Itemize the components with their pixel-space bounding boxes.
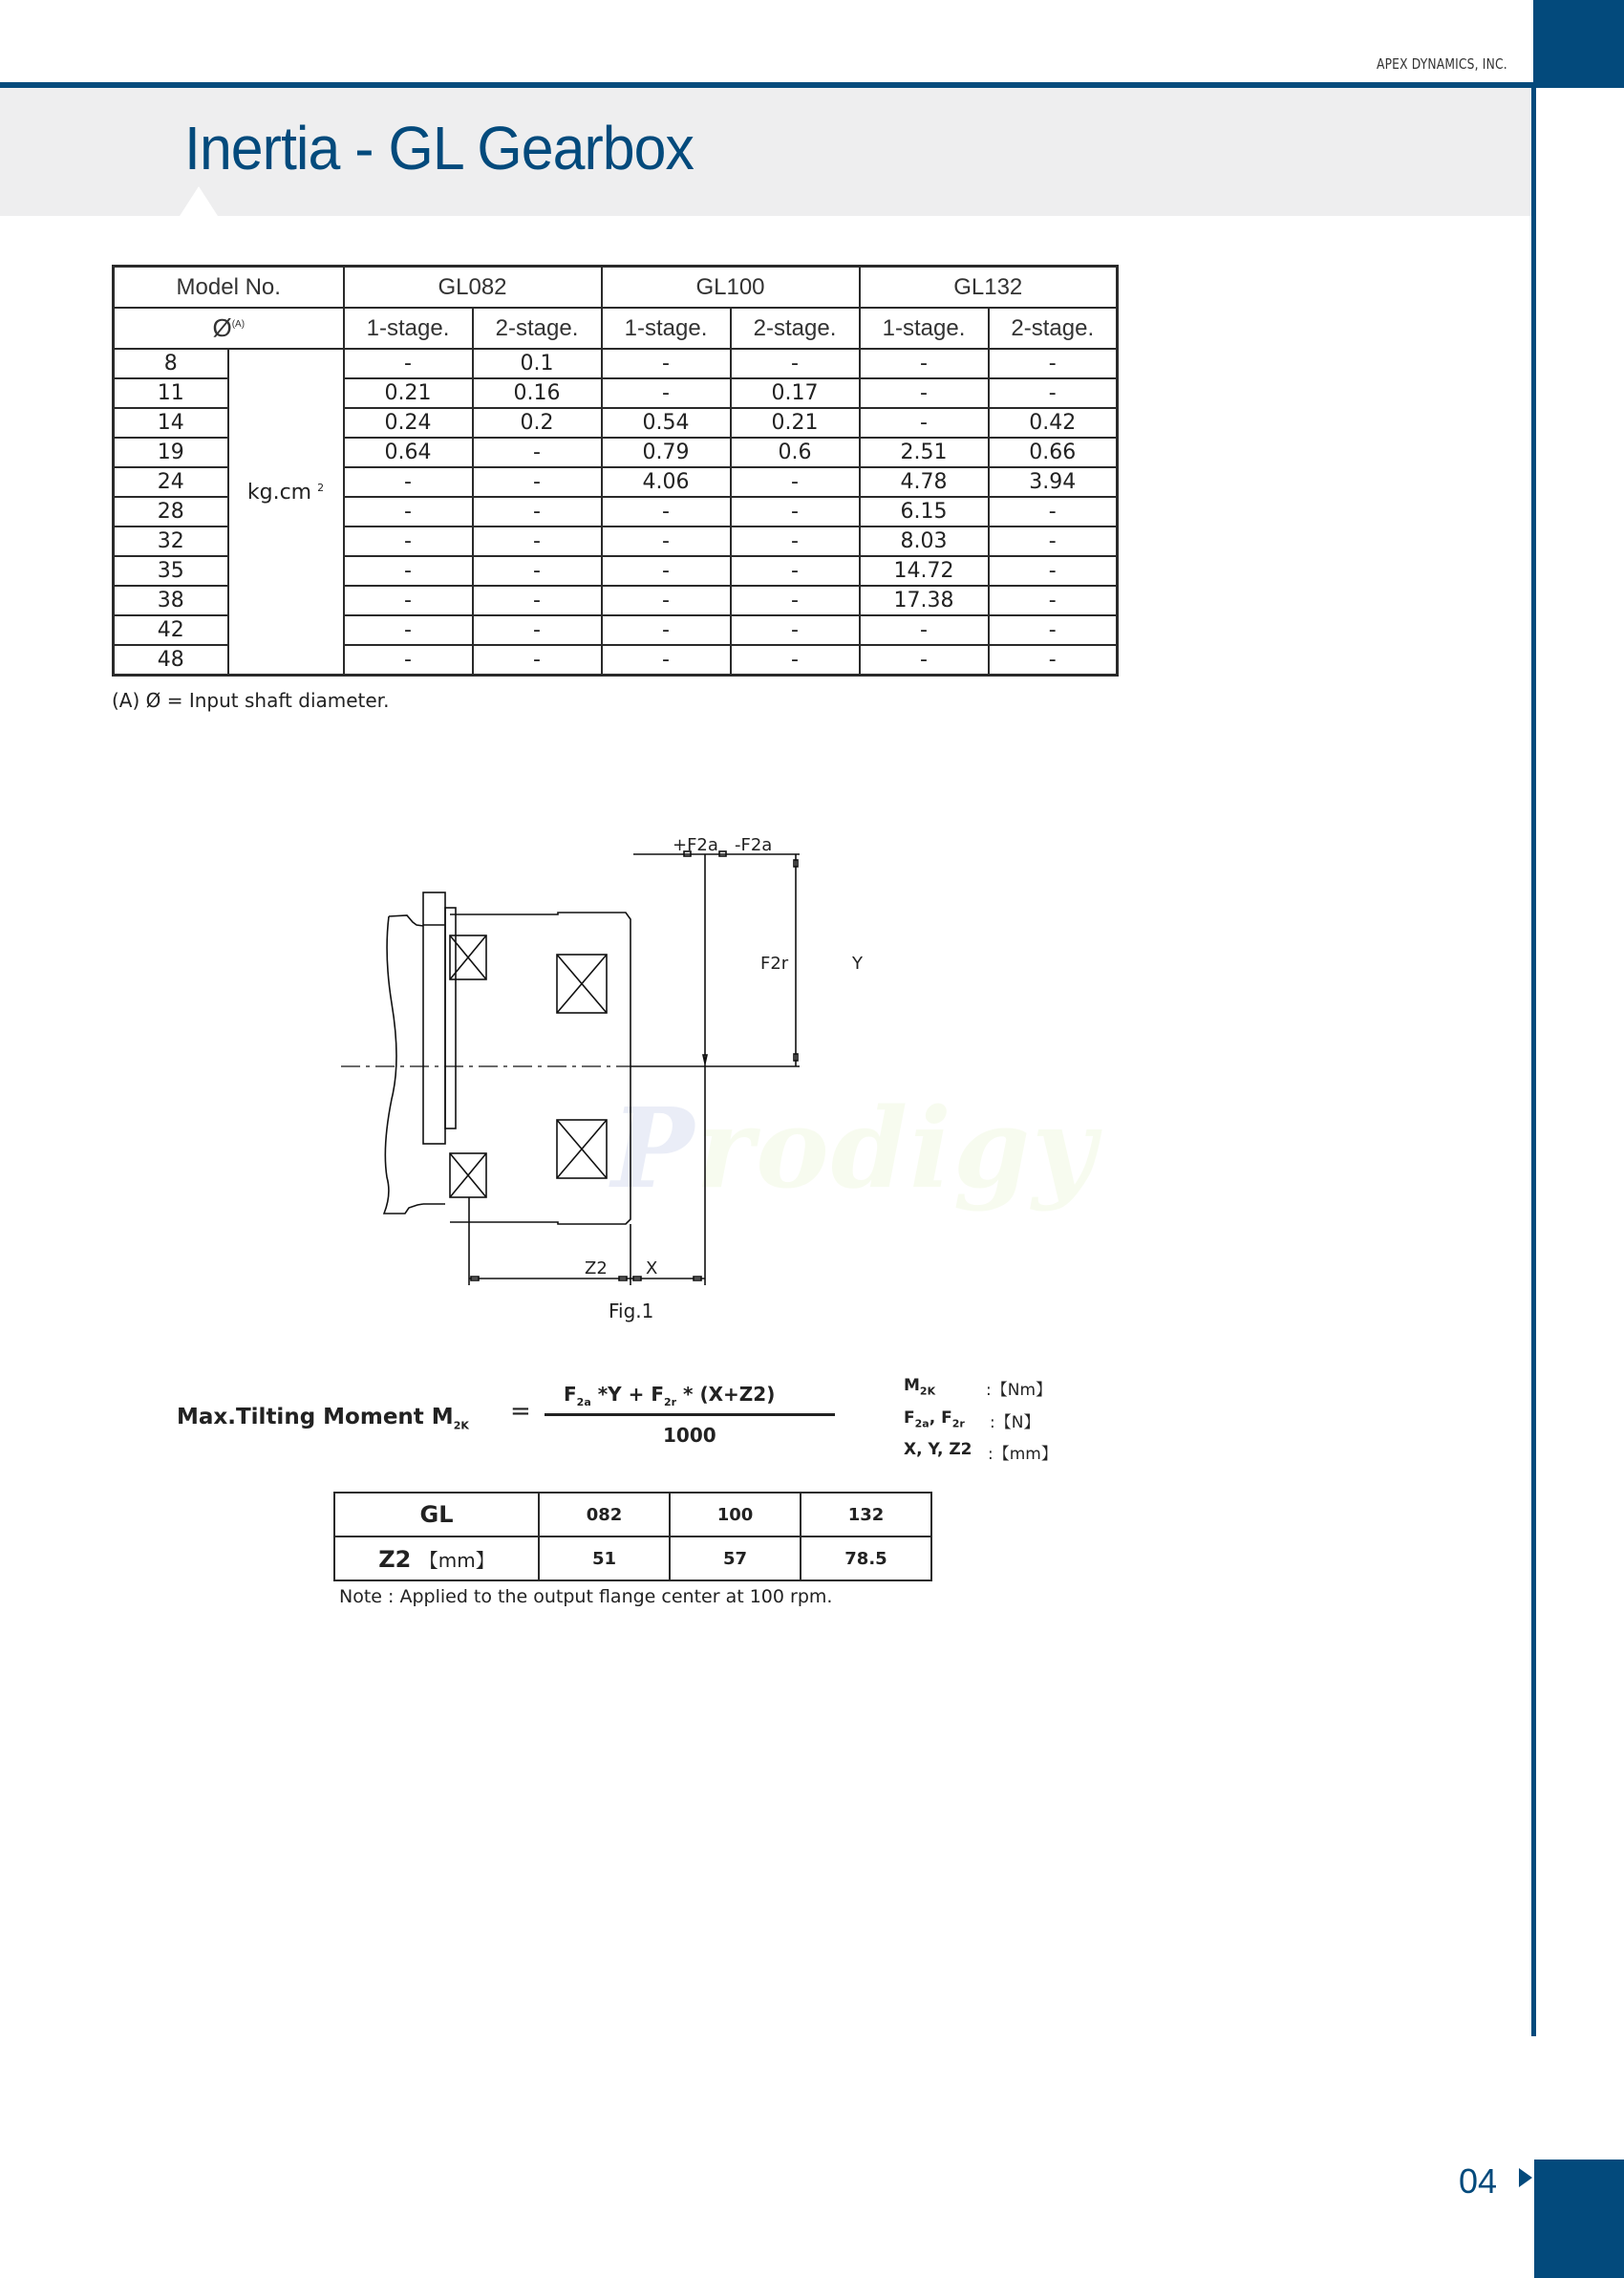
diameter-header bbox=[114, 308, 344, 349]
stage-header: 2-stage. bbox=[989, 308, 1118, 349]
z2-value-row bbox=[334, 1537, 931, 1580]
shaft-diameter: 24 bbox=[114, 467, 228, 497]
inertia-value: - bbox=[602, 586, 731, 615]
z2-table bbox=[333, 1492, 932, 1581]
figure-caption: Fig.1 bbox=[609, 1300, 654, 1322]
inertia-table bbox=[112, 265, 1119, 677]
formula-label: Max.Tilting Moment $M_{2K}$ bbox=[177, 1405, 469, 1432]
inertia-value: - bbox=[473, 527, 602, 556]
inertia-value: - bbox=[473, 586, 602, 615]
inertia-value: - bbox=[473, 467, 602, 497]
shaft-diameter: 42 bbox=[114, 615, 228, 645]
model-header-gl082: GL082 bbox=[344, 267, 602, 309]
model-no-header: Model No. bbox=[114, 267, 344, 309]
shaft-diameter: 11 bbox=[114, 378, 228, 408]
shaft-diameter: 38 bbox=[114, 586, 228, 615]
z2-value-082: 51 bbox=[539, 1537, 670, 1580]
inertia-value: 0.21 bbox=[731, 408, 860, 438]
inertia-value: 6.15 bbox=[860, 497, 989, 527]
inertia-value: - bbox=[731, 586, 860, 615]
z2-header-row bbox=[334, 1493, 931, 1537]
inertia-value: 0.21 bbox=[344, 378, 473, 408]
legend-forces: $F_{2a}$, $F_{2r}$ :【N】 bbox=[904, 1408, 1040, 1432]
inertia-value: 0.17 bbox=[731, 378, 860, 408]
stage-header: 2-stage. bbox=[473, 308, 602, 349]
table-row bbox=[114, 349, 1118, 378]
diameter-symbol: Ø bbox=[212, 313, 232, 342]
inertia-value: 0.1 bbox=[473, 349, 602, 378]
page-title: Inertia - GL Gearbox bbox=[184, 114, 694, 183]
inertia-value: 0.54 bbox=[602, 408, 731, 438]
inertia-value: - bbox=[989, 615, 1118, 645]
formula-equals: = bbox=[510, 1397, 531, 1426]
table-footnote: (A) Ø = Input shaft diameter. bbox=[112, 689, 390, 712]
label-plus-f2a: +F2a bbox=[673, 835, 718, 855]
formula-denominator: 1000 bbox=[663, 1424, 716, 1447]
z2-value-132: 78.5 bbox=[801, 1537, 931, 1580]
shaft-diameter: 28 bbox=[114, 497, 228, 527]
inertia-value: 0.66 bbox=[989, 438, 1118, 467]
inertia-value: 3.94 bbox=[989, 467, 1118, 497]
stage-header: 1-stage. bbox=[344, 308, 473, 349]
gl-size-100: 100 bbox=[670, 1493, 801, 1537]
stage-header: 2-stage. bbox=[731, 308, 860, 349]
legend-m2k: $M_{2K}$ :【Nm】 bbox=[904, 1376, 1053, 1400]
stage-header: 1-stage. bbox=[602, 308, 731, 349]
inertia-value: 0.79 bbox=[602, 438, 731, 467]
gl-label: GL bbox=[334, 1493, 539, 1537]
inertia-value: - bbox=[344, 349, 473, 378]
inertia-value: - bbox=[989, 556, 1118, 586]
inertia-value: - bbox=[731, 467, 860, 497]
inertia-value: 17.38 bbox=[860, 586, 989, 615]
inertia-value: 4.06 bbox=[602, 467, 731, 497]
inertia-value: - bbox=[731, 615, 860, 645]
formula-numerator: $F_{2a}$ $*Y + F_{2r} * (X+Z2)$ bbox=[564, 1383, 776, 1408]
inertia-value: 0.2 bbox=[473, 408, 602, 438]
inertia-value: - bbox=[344, 556, 473, 586]
inertia-value: - bbox=[473, 615, 602, 645]
inertia-value: - bbox=[473, 497, 602, 527]
stage-header: 1-stage. bbox=[860, 308, 989, 349]
inertia-value: - bbox=[344, 645, 473, 676]
inertia-value: - bbox=[473, 438, 602, 467]
gearbox-load-diagram bbox=[325, 822, 936, 1338]
inertia-value: - bbox=[602, 615, 731, 645]
unit-cell: kg.cm $^2$ bbox=[228, 349, 344, 676]
inertia-value: 0.6 bbox=[731, 438, 860, 467]
shaft-diameter: 32 bbox=[114, 527, 228, 556]
company-name: APEX DYNAMICS, INC. bbox=[1377, 55, 1507, 73]
inertia-value: - bbox=[731, 527, 860, 556]
inertia-value: - bbox=[602, 378, 731, 408]
inertia-value: - bbox=[989, 497, 1118, 527]
inertia-value: 0.42 bbox=[989, 408, 1118, 438]
title-band-notch bbox=[180, 186, 218, 216]
inertia-value: - bbox=[860, 615, 989, 645]
inertia-value: - bbox=[731, 349, 860, 378]
watermark: Prodigy bbox=[611, 1085, 1099, 1214]
label-y: Y bbox=[852, 954, 863, 974]
inertia-value: 2.51 bbox=[860, 438, 989, 467]
legend-distances: X, Y, Z2 :【mm】 bbox=[904, 1440, 1058, 1464]
shaft-diameter: 19 bbox=[114, 438, 228, 467]
model-header-gl100: GL100 bbox=[602, 267, 860, 309]
inertia-value: - bbox=[860, 408, 989, 438]
inertia-value: - bbox=[989, 586, 1118, 615]
shaft-diameter: 48 bbox=[114, 645, 228, 676]
z2-note: Note : Applied to the output flange center at 100 rpm. bbox=[339, 1586, 833, 1607]
page-number: 04 bbox=[1459, 2161, 1498, 2201]
label-z2: Z2 bbox=[585, 1258, 608, 1279]
fraction-bar bbox=[545, 1413, 835, 1416]
corner-block-top bbox=[1533, 0, 1624, 88]
label-minus-f2a: -F2a bbox=[735, 835, 773, 855]
inertia-value: - bbox=[602, 556, 731, 586]
inertia-value: - bbox=[344, 467, 473, 497]
z2-value-100: 57 bbox=[670, 1537, 801, 1580]
inertia-value: 0.64 bbox=[344, 438, 473, 467]
inertia-value: - bbox=[860, 645, 989, 676]
inertia-value: - bbox=[731, 645, 860, 676]
header-row-models bbox=[114, 267, 1118, 309]
inertia-value: - bbox=[602, 497, 731, 527]
shaft-diameter: 8 bbox=[114, 349, 228, 378]
inertia-value: - bbox=[989, 645, 1118, 676]
gl-size-132: 132 bbox=[801, 1493, 931, 1537]
inertia-value: 14.72 bbox=[860, 556, 989, 586]
inertia-value: - bbox=[602, 527, 731, 556]
inertia-value: - bbox=[860, 349, 989, 378]
inertia-value: 0.24 bbox=[344, 408, 473, 438]
inertia-value: - bbox=[344, 527, 473, 556]
inertia-value: - bbox=[602, 645, 731, 676]
inertia-value: - bbox=[989, 527, 1118, 556]
shaft-diameter: 35 bbox=[114, 556, 228, 586]
model-header-gl132: GL132 bbox=[860, 267, 1118, 309]
footnote-marker: (A) bbox=[231, 319, 246, 330]
shaft-diameter: 14 bbox=[114, 408, 228, 438]
inertia-value: 4.78 bbox=[860, 467, 989, 497]
corner-block-bottom bbox=[1534, 2160, 1624, 2278]
inertia-value: - bbox=[860, 378, 989, 408]
inertia-value: - bbox=[602, 349, 731, 378]
inertia-value: 0.16 bbox=[473, 378, 602, 408]
inertia-value: - bbox=[344, 586, 473, 615]
label-x: X bbox=[646, 1258, 658, 1279]
z2-label: Z2 【mm】 bbox=[334, 1537, 539, 1580]
inertia-value: - bbox=[731, 556, 860, 586]
inertia-value: - bbox=[989, 378, 1118, 408]
inertia-value: 8.03 bbox=[860, 527, 989, 556]
inertia-value: - bbox=[989, 349, 1118, 378]
inertia-value: - bbox=[344, 615, 473, 645]
inertia-value: - bbox=[731, 497, 860, 527]
label-f2r: F2r bbox=[760, 954, 789, 974]
right-margin-rule bbox=[1531, 84, 1536, 2036]
inertia-value: - bbox=[473, 556, 602, 586]
inertia-value: - bbox=[344, 497, 473, 527]
header-row-stages bbox=[114, 308, 1118, 349]
gl-size-082: 082 bbox=[539, 1493, 670, 1537]
inertia-value: - bbox=[473, 645, 602, 676]
next-page-arrow-icon bbox=[1519, 2168, 1532, 2187]
